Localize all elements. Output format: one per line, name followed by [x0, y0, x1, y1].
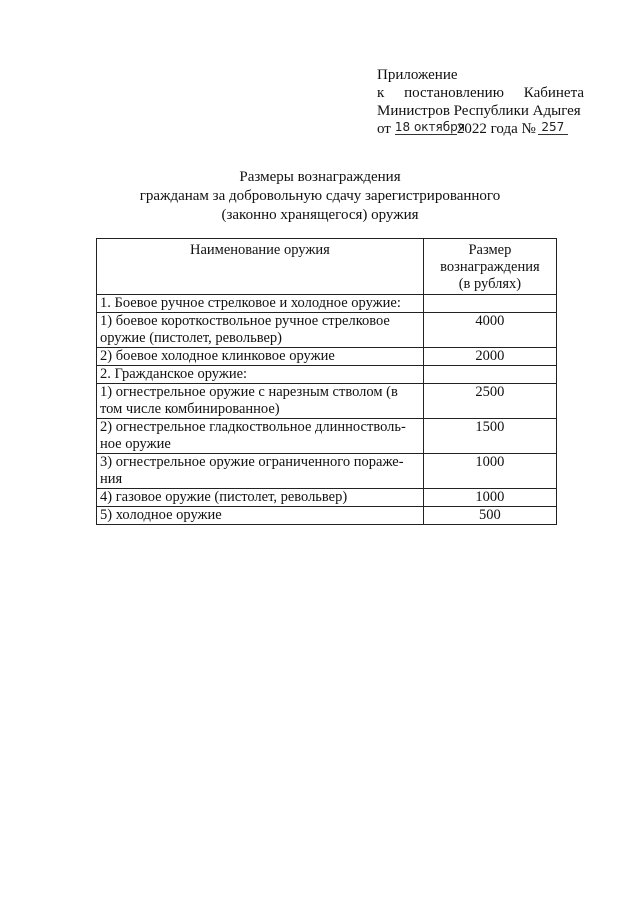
table-row: [97, 419, 557, 454]
table-row: [97, 507, 557, 525]
appendix-ministry-line: Министров Республики Адыгея: [377, 103, 581, 119]
table-body: [97, 295, 557, 525]
appendix-resolution-line: [377, 84, 584, 102]
appendix-word-resolution: постановлению: [404, 85, 504, 101]
header-amount-line-2: вознаграждения: [440, 259, 540, 275]
header-reward-amount: [423, 239, 556, 295]
handwritten-date: 18 октября: [394, 120, 465, 134]
reward-amount-cell: 1000: [423, 454, 556, 489]
reward-amount-cell: [423, 295, 556, 313]
year-text: 2022 года №: [456, 121, 536, 137]
header-amount-line-3: (в рублях): [458, 276, 522, 292]
document-title: [120, 168, 520, 225]
reward-amount-cell: 1500: [423, 419, 556, 454]
title-line-2: гражданам за добровольную сдачу зарегистрированного: [139, 188, 501, 204]
weapon-name-cell: 1) боевое короткоствольное ручное стрелковое оружие (пистолет, револьвер): [97, 313, 424, 348]
weapon-name-cell: 5) холодное оружие: [97, 507, 424, 525]
weapon-name-cell: 2. Гражданское оружие:: [97, 366, 424, 384]
appendix-word-k: к: [377, 85, 385, 101]
reward-amount-cell: 500: [423, 507, 556, 525]
title-line-1: Размеры вознаграждения: [239, 169, 401, 185]
rewards-table: [96, 238, 557, 525]
handwritten-document-number: 257: [538, 120, 568, 135]
table-header-row: [97, 239, 557, 295]
table-row: [97, 313, 557, 348]
weapon-name-cell: 2) огнестрельное гладкоствольное длинностволь-ное оружие: [97, 419, 424, 454]
table-row: [97, 384, 557, 419]
table-row: [97, 489, 557, 507]
appendix-header: [377, 66, 584, 138]
reward-amount-cell: [423, 366, 556, 384]
weapon-name-cell: 3) огнестрельное оружие ограниченного пораже-ния: [97, 454, 424, 489]
date-prefix: от: [377, 121, 391, 137]
reward-amount-cell: 4000: [423, 313, 556, 348]
weapon-name-cell: 1. Боевое ручное стрелковое и холодное оружие:: [97, 295, 424, 313]
weapon-name-cell: 4) газовое оружие (пистолет, револьвер): [97, 489, 424, 507]
title-line-3: (законно хранящегося) оружия: [221, 207, 419, 223]
header-amount-line-1: Размер: [468, 242, 512, 258]
header-weapon-name: Наименование оружия: [97, 239, 424, 295]
table-row: [97, 295, 557, 313]
weapon-name-cell: 2) боевое холодное клинковое оружие: [97, 348, 424, 366]
appendix-word-cabinet: Кабинета: [523, 85, 584, 101]
table-row: [97, 366, 557, 384]
table-row: [97, 454, 557, 489]
appendix-date-line: [377, 120, 584, 138]
weapon-name-cell: 1) огнестрельное оружие с нарезным стволом (в том числе комбинированное): [97, 384, 424, 419]
table-row: [97, 348, 557, 366]
reward-amount-cell: 1000: [423, 489, 556, 507]
reward-amount-cell: 2000: [423, 348, 556, 366]
reward-amount-cell: 2500: [423, 384, 556, 419]
appendix-label: Приложение: [377, 67, 458, 83]
